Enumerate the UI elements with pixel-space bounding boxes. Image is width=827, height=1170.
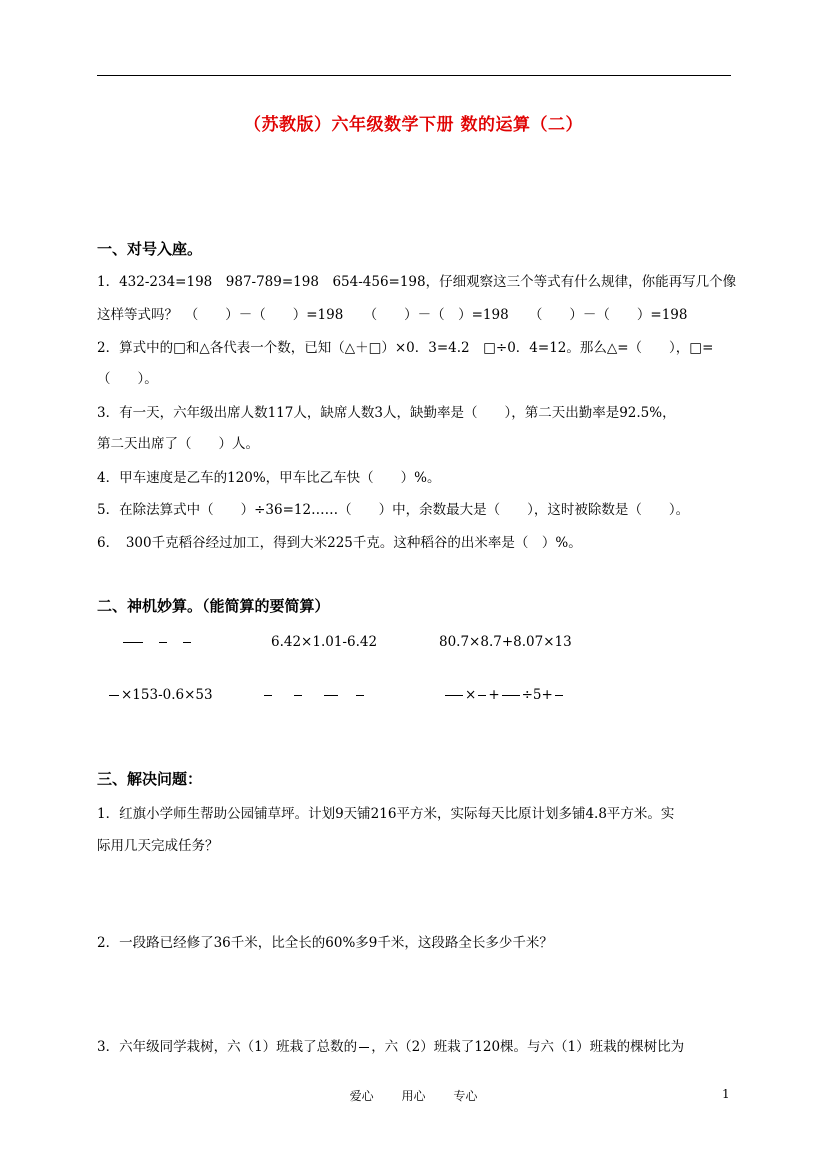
question-line: 3．有一天，六年级出席人数117人，缺席人数3人，缺勤率是（ ），第二天出勤率是92.5%， — [97, 405, 676, 421]
question-line: 这样等式吗？ （ ）－（ ）=198 （ ）－（ ）=198 （ ）－（ ）=198 — [97, 307, 688, 323]
expression-3: 80.7×8.7+8.07×13 — [439, 634, 572, 650]
footer-item: 专心 — [453, 1089, 478, 1103]
question-line: 第二天出席了（ ）人。 — [97, 436, 259, 452]
fraction-expression-5 — [262, 687, 366, 703]
question-line: （ ）。 — [97, 371, 158, 387]
question-line: 6． 300千克稻谷经过加工，得到大米225千克。这种稻谷的出米率是（ ）%。 — [97, 535, 582, 551]
div-text: ÷5+ — [521, 687, 553, 703]
footer — [0, 1087, 827, 1104]
expression-2: 6.42×1.01-6.42 — [271, 634, 378, 650]
question-line — [97, 1035, 684, 1055]
question-line: 1．432-234=198 987-789=198 654-456=198，仔细观察这三个等式有什么规律，你能再写几个像 — [97, 274, 737, 290]
page-number: 1 — [722, 1087, 730, 1101]
plus-sign: + — [488, 687, 500, 703]
expression-4 — [107, 687, 213, 703]
times-sign: × — [465, 687, 477, 703]
question-line: 2．算式中的□和△各代表一个数，已知（△＋□）×0．3=4.2 □÷0．4=12。那么△=（ ），□= — [97, 340, 714, 356]
question-part-b: ，六（2）班栽了120棵。与六（1）班栽的棵树比为 — [371, 1039, 685, 1055]
fraction-expression-1 — [121, 634, 193, 650]
question-line: 5．在除法算式中（ ）÷36=12……（ ）中，余数最大是（ ），这时被除数是（ ）。 — [97, 502, 690, 518]
section3-heading: 三、解决问题： — [97, 770, 203, 788]
header-rule — [97, 75, 731, 76]
question-line: 4．甲车速度是乙车的120%，甲车比乙车快（ ）%。 — [97, 470, 441, 486]
section1-heading: 一、对号入座。 — [97, 240, 203, 258]
fraction-expression-6 — [443, 687, 565, 703]
question-line: 1．红旗小学师生帮助公园铺草坪。计划9天铺216平方米，实际每天比原计划多铺4.8平方米。实 — [97, 806, 675, 822]
question-part-a: 3．六年级同学栽树，六（1）班栽了总数的 — [97, 1039, 358, 1055]
section2-heading: 二、神机妙算。（能简算的要简算） — [97, 597, 330, 615]
page-title: （苏教版）六年级数学下册 数的运算（二） — [244, 115, 583, 135]
expression-4-text: ×153-0.6×53 — [121, 687, 213, 703]
footer-item: 用心 — [401, 1089, 426, 1103]
question-line: 际用几天完成任务？ — [97, 838, 219, 854]
question-line: 2．一段路已经修了36千米，比全长的60%多9千米，这段路全长多少千米？ — [97, 935, 553, 951]
footer-item: 爱心 — [349, 1089, 374, 1103]
